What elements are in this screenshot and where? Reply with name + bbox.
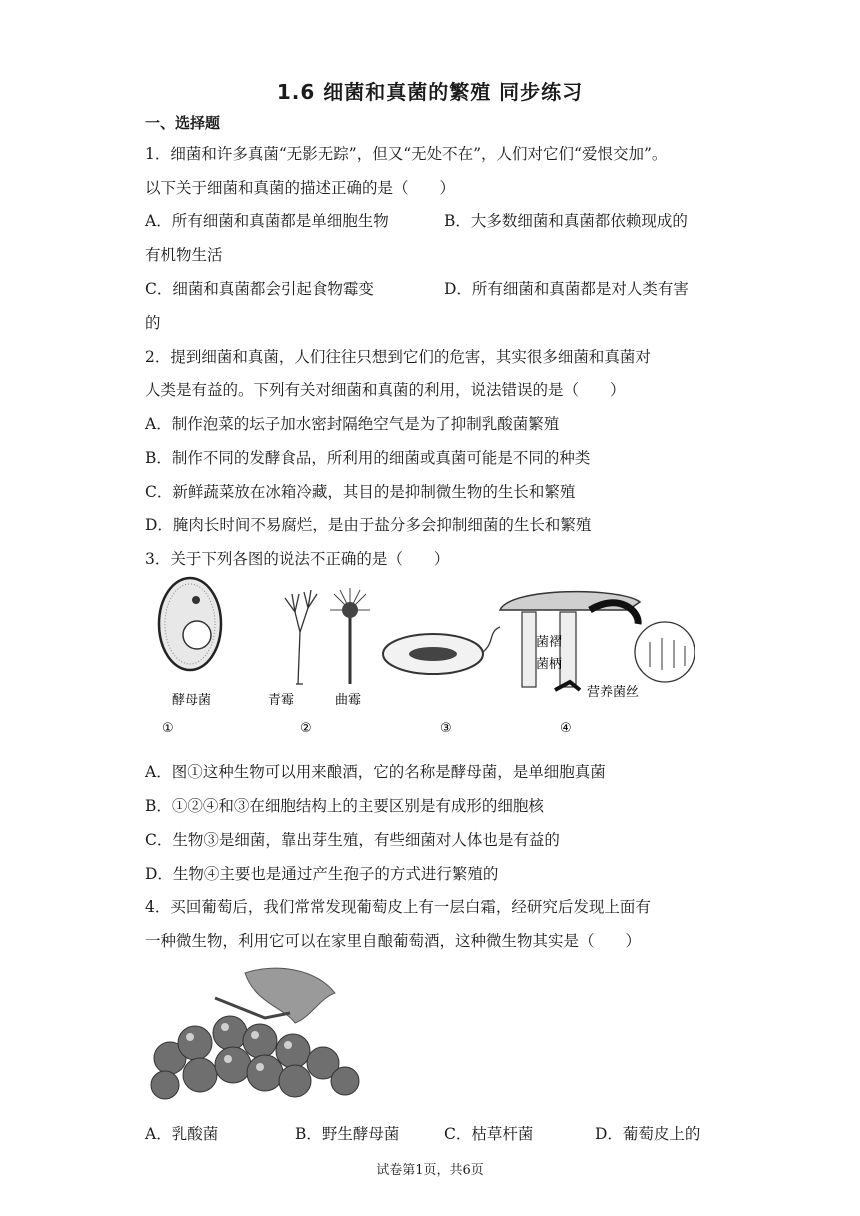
figure-number-2: ② bbox=[300, 721, 312, 736]
q4-option-c: C．枯草杆菌 bbox=[444, 1125, 534, 1143]
q1-stem-line1: 1．细菌和许多真菌“无影无踪”，但又“无处不在”，人们对它们“爱恨交加”。 bbox=[145, 145, 668, 163]
q3-option-c: C．生物③是细菌，靠出芽生殖，有些细菌对人体也是有益的 bbox=[145, 831, 560, 849]
q3-stem: 3．关于下列各图的说法不正确的是（ ） bbox=[145, 550, 450, 568]
figure-number-1: ① bbox=[162, 721, 174, 736]
figure-number-4: ④ bbox=[560, 721, 572, 736]
q3-option-a: A．图①这种生物可以用来酿酒，它的名称是酵母菌，是单细胞真菌 bbox=[145, 763, 606, 781]
yeast-label: 酵母菌 bbox=[172, 693, 212, 708]
q2-option-c: C．新鲜蔬菜放在冰箱冷藏，其目的是抑制微生物的生长和繁殖 bbox=[145, 483, 576, 501]
q2-option-b: B．制作不同的发酵食品，所利用的细菌或真菌可能是不同的种类 bbox=[145, 449, 591, 467]
q1-stem-line2: 以下关于细菌和真菌的描述正确的是（ ） bbox=[145, 179, 456, 197]
figure-number-3: ③ bbox=[440, 721, 452, 736]
q2-stem-line2: 人类是有益的。下列有关对细菌和真菌的利用，说法错误的是（ ） bbox=[145, 381, 626, 399]
q1-option-a: A．所有细菌和真菌都是单细胞生物 bbox=[145, 212, 389, 230]
cap-gill-label: 菌褶 bbox=[536, 635, 563, 650]
penicillium-illustration bbox=[285, 590, 317, 684]
page-footer: 试卷第1页，共6页 bbox=[376, 1163, 484, 1178]
q2-stem-line1: 2．提到细菌和真菌，人们往往只想到它们的危害，其实很多细菌和真菌对 bbox=[145, 348, 651, 366]
q1-option-c: C．细菌和真菌都会引起食物霉变 bbox=[145, 280, 374, 298]
grape-photo bbox=[145, 963, 375, 1103]
section-heading: 一、选择题 bbox=[145, 114, 221, 132]
bacterium-illustration bbox=[383, 627, 500, 674]
q1-option-b-cont: 有机物生活 bbox=[145, 246, 223, 264]
mucor-illustration bbox=[330, 588, 370, 684]
q1-option-d-cont: 的 bbox=[145, 314, 161, 332]
microorganism-figure bbox=[150, 572, 695, 737]
q4-stem-line1: 4．买回葡萄后，我们常常发现葡萄皮上有一层白霜，经研究后发现上面有 bbox=[145, 898, 651, 916]
yeast-illustration bbox=[159, 578, 221, 670]
mucor-label: 曲霉 bbox=[335, 693, 362, 708]
q4-option-b: B．野生酵母菌 bbox=[295, 1125, 400, 1143]
hyphae-label: 营养菌丝 bbox=[587, 685, 640, 700]
q3-option-b: B．①②④和③在细胞结构上的主要区别是有成形的细胞核 bbox=[145, 797, 544, 815]
q3-option-d: D．生物④主要也是通过产生孢子的方式进行繁殖的 bbox=[145, 865, 499, 883]
penicillium-label: 青霉 bbox=[268, 693, 295, 708]
q2-option-a: A．制作泡菜的坛子加水密封隔绝空气是为了抑制乳酸菌繁殖 bbox=[145, 415, 560, 433]
q4-option-d: D．葡萄皮上的 bbox=[595, 1125, 701, 1143]
page-title: 1.6 细菌和真菌的繁殖 同步练习 bbox=[276, 80, 584, 104]
stalk-label: 菌柄 bbox=[536, 657, 563, 672]
q4-option-a: A．乳酸菌 bbox=[145, 1125, 219, 1143]
q1-option-b: B．大多数细菌和真菌都依赖现成的 bbox=[444, 212, 688, 230]
mushroom-illustration bbox=[500, 592, 695, 690]
q1-option-d: D．所有细菌和真菌都是对人类有害 bbox=[444, 280, 689, 298]
q2-option-d: D．腌肉长时间不易腐烂，是由于盐分多会抑制细菌的生长和繁殖 bbox=[145, 516, 592, 534]
q4-stem-line2: 一种微生物，利用它可以在家里自酿葡萄酒，这种微生物其实是（ ） bbox=[145, 932, 642, 950]
